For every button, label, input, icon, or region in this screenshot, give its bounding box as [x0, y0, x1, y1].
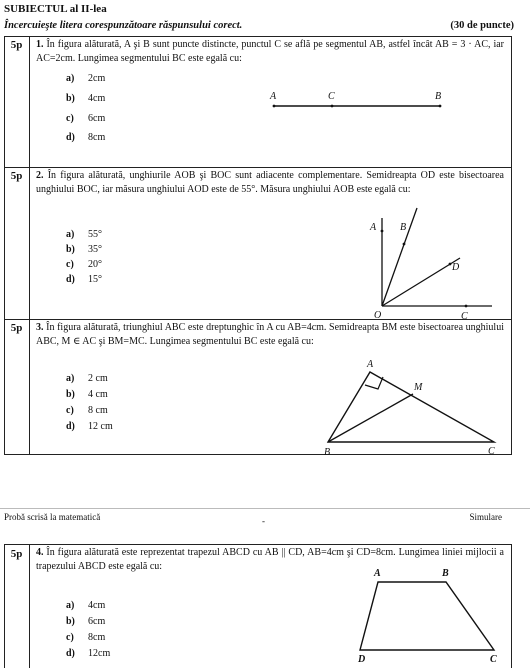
option-letter: b)	[66, 93, 75, 104]
page-dash: -	[262, 516, 265, 526]
q2-option-d[interactable]	[66, 274, 102, 285]
option-value: 8 cm	[88, 405, 108, 416]
q3-option-c[interactable]	[66, 405, 108, 416]
question-4-body: În figura alăturată este reprezentat trapezul ABCD cu AB || CD, AB=4cm şi CD=8cm. Lungimea liniei mijlocii a trapezului ABCD este egală cu:	[36, 547, 504, 572]
point-c	[465, 305, 468, 308]
label-a: A	[370, 222, 377, 233]
point-d	[449, 263, 452, 266]
q2-option-c[interactable]	[66, 259, 102, 270]
option-letter: d)	[66, 132, 75, 143]
q3-triangle-figure	[318, 352, 508, 458]
q1-segment-figure	[260, 88, 460, 118]
q2-angle-figure	[360, 200, 510, 320]
question-1-text	[36, 38, 504, 66]
option-letter: b)	[66, 389, 75, 400]
option-letter: a)	[66, 373, 75, 384]
question-2-points: 5p	[10, 170, 23, 182]
option-letter: c)	[66, 113, 74, 124]
q3-option-b[interactable]	[66, 389, 108, 400]
option-letter: d)	[66, 274, 75, 285]
footer-right: Simulare	[469, 512, 502, 522]
option-value: 12cm	[88, 648, 111, 659]
option-value: 55°	[88, 229, 102, 240]
right-angle-mark	[365, 377, 383, 389]
option-letter: b)	[66, 616, 75, 627]
point-b	[439, 105, 442, 108]
q4-option-a[interactable]	[66, 600, 105, 611]
ray-od	[382, 258, 460, 306]
label-b: B	[324, 447, 331, 458]
q4-trapezoid-figure	[350, 566, 510, 666]
q4-option-c[interactable]	[66, 632, 105, 643]
label-c: C	[490, 654, 497, 665]
option-letter: c)	[66, 259, 74, 270]
label-b: B	[442, 568, 449, 579]
q4-option-d[interactable]	[66, 648, 110, 659]
footer-left: Probă scrisă la matematică	[4, 512, 101, 522]
triangle-abc	[328, 372, 494, 442]
option-value: 35°	[88, 244, 102, 255]
point-c	[331, 105, 334, 108]
question-2-number: 2.	[36, 170, 44, 181]
label-d: D	[358, 654, 366, 665]
points-column	[4, 544, 30, 668]
label-a: A	[270, 91, 277, 102]
question-3-text	[36, 321, 504, 349]
option-value: 4cm	[88, 600, 106, 611]
total-points: (30 de puncte)	[450, 20, 514, 31]
question-3-number: 3.	[36, 322, 44, 333]
option-letter: d)	[66, 421, 75, 432]
question-4-number: 4.	[36, 547, 44, 558]
points-column	[4, 36, 30, 455]
subject-title: SUBIECTUL al II-lea	[4, 3, 107, 15]
option-letter: a)	[66, 229, 75, 240]
label-a: A	[374, 568, 381, 579]
instruction-text: Încercuieşte litera corespunzătoare răspunsului corect.	[4, 20, 243, 31]
option-letter: a)	[66, 600, 75, 611]
label-m: M	[414, 382, 423, 393]
option-letter: c)	[66, 632, 74, 643]
q1-option-c[interactable]	[66, 113, 105, 124]
question-1-body: În figura alăturată, A şi B sunt puncte distincte, punctul C se află pe segmentul AB, astfel încât AB = 3 · AC, iar AC=2cm. Lungimea segmentului BC este egală cu:	[36, 39, 504, 64]
question-2-body: În figura alăturată, unghiurile AOB şi BOC sunt adiacente complementare. Semidreapta OD este bisectoarea unghiului BOC, iar măsura unghiului AOD este de 55°. Măsura unghiului AOB este egală cu:	[36, 170, 504, 195]
bisector-bm	[328, 394, 413, 442]
q3-option-d[interactable]	[66, 421, 113, 432]
option-letter: d)	[66, 648, 75, 659]
q3-option-a[interactable]	[66, 373, 108, 384]
option-value: 8cm	[88, 132, 106, 143]
trapezoid-abcd	[360, 582, 494, 650]
q2-option-b[interactable]	[66, 244, 102, 255]
option-value: 6cm	[88, 616, 106, 627]
question-1-points: 5p	[10, 39, 23, 51]
option-letter: b)	[66, 244, 75, 255]
option-letter: c)	[66, 405, 74, 416]
label-c: C	[328, 91, 335, 102]
q1-option-a[interactable]	[66, 73, 105, 84]
label-c: C	[488, 446, 495, 457]
option-value: 4cm	[88, 93, 106, 104]
label-c: C	[461, 311, 468, 320]
option-value: 2cm	[88, 73, 106, 84]
point-b	[403, 243, 406, 246]
option-letter: a)	[66, 73, 75, 84]
option-value: 6cm	[88, 113, 106, 124]
option-value: 15°	[88, 274, 102, 285]
q1-option-b[interactable]	[66, 93, 105, 104]
q1-option-d[interactable]	[66, 132, 105, 143]
label-b: B	[435, 91, 442, 102]
label-b: B	[400, 222, 407, 233]
question-2-text	[36, 169, 504, 197]
q2-option-a[interactable]	[66, 229, 102, 240]
q4-option-b[interactable]	[66, 616, 105, 627]
point-a	[273, 105, 276, 108]
question-3-points: 5p	[10, 322, 23, 334]
point-a	[381, 230, 384, 233]
question-3-body: În figura alăturată, triunghiul ABC este dreptunghic în A cu AB=4cm. Semidreapta BM este bisectoarea unghiului ABC, M ∈ AC şi BM=MC. Lungimea segmentului BC este egală cu:	[36, 322, 504, 347]
option-value: 4 cm	[88, 389, 108, 400]
label-a: A	[367, 359, 374, 370]
option-value: 12 cm	[88, 421, 113, 432]
option-value: 20°	[88, 259, 102, 270]
row-divider	[4, 167, 512, 168]
page-separator	[0, 508, 530, 509]
question-4-points: 5p	[10, 548, 23, 560]
question-1-number: 1.	[36, 39, 44, 50]
option-value: 2 cm	[88, 373, 108, 384]
option-value: 8cm	[88, 632, 106, 643]
label-o: O	[374, 310, 382, 320]
label-d: D	[452, 262, 460, 273]
